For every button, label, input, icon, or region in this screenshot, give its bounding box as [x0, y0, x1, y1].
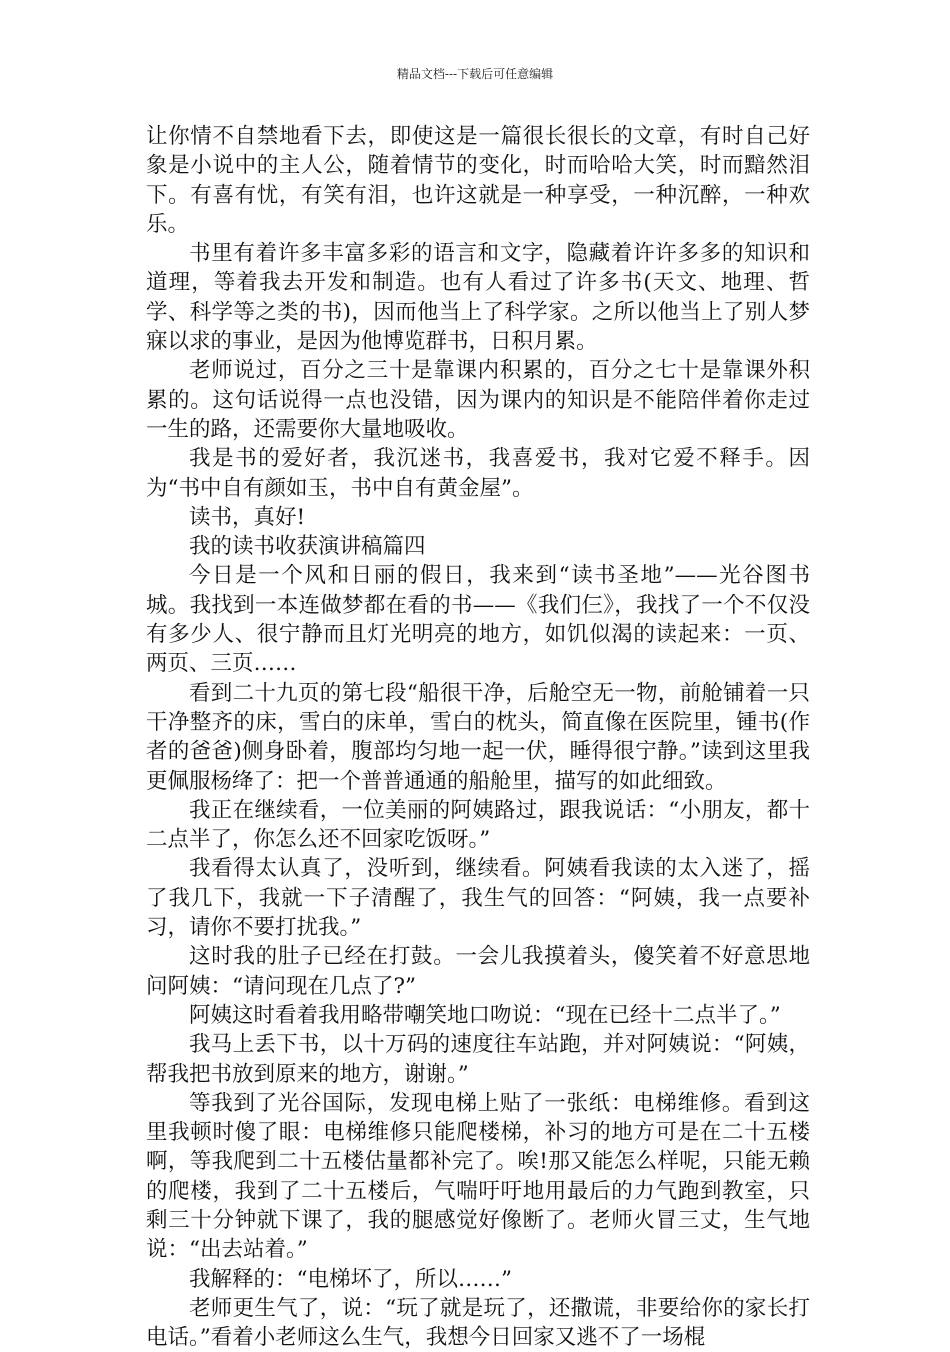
page-header: 精品文档---下载后可任意编辑 — [396, 67, 554, 81]
paragraph: 今日是一个风和日丽的假日，我来到“读书圣地”——光谷图书城。我找到一本连做梦都在看的书——《我们仨》，我找了一个不仅没有多少人、很宁静而且灯光明亮的地方，如饥似渴的读起来：一页、两页、三页…… — [146, 563, 810, 677]
paragraph: 让你情不自禁地看下去，即使这是一篇很长很长的文章，有时自己好象是小说中的主人公，随着情节的变化，时而哈哈大笑，时而黯然泪下。有喜有忧，有笑有泪，也许这就是一种享受，一种沉醉，一种欢乐。 — [146, 124, 810, 237]
paragraph: 读书，真好! — [189, 504, 306, 530]
document-body — [146, 122, 810, 1352]
paragraph: 书里有着许多丰富多彩的语言和文字，隐藏着许许多多的知识和道理，等着我去开发和制造。也有人看过了许多书(天文、地理、哲学、科学等之类的书)，因而他当上了科学家。之所以他当上了别人梦寐以求的事业，是因为他博览群书，日积月累。 — [146, 241, 810, 355]
paragraph: 我看得太认真了，没听到，继续看。阿姨看我读的太入迷了，摇了我几下，我就一下子清醒了，我生气的回答：“阿姨，我一点要补习，请你不要打扰我。” — [146, 856, 810, 941]
paragraph: 老师说过，百分之三十是靠课内积累的，百分之七十是靠课外积累的。这句话说得一点也没错，因为课内的知识是不能陪伴着你走过一生的路，还需要你大量地吸收。 — [146, 358, 810, 442]
paragraph: 我解释的：“电梯坏了，所以……” — [189, 1266, 512, 1292]
paragraph: 这时我的肚子已经在打鼓。一会儿我摸着头，傻笑着不好意思地问阿姨：“请问现在几点了?” — [146, 944, 810, 999]
paragraph: 阿姨这时看着我用略带嘲笑地口吻说：“现在已经十二点半了。” — [189, 1002, 781, 1028]
paragraph: 看到二十九页的第七段“船很干净，后舱空无一物，前舱铺着一只干净整齐的床，雪白的床单，雪白的枕头，简直像在医院里，锺书(作者的爸爸)侧身卧着，腹部均匀地一起一伏，睡得很宁静。”读到这里我更佩服杨绛了：把一个普普通通的船舱里，描写的如此细致。 — [146, 680, 810, 794]
paragraph: 我正在继续看，一位美丽的阿姨路过，跟我说话：“小朋友，都十二点半了，你怎么还不回家吃饭呀。” — [146, 797, 810, 853]
section-heading: 我的读书收获演讲稿篇四 — [189, 534, 426, 560]
paragraph: 我马上丢下书，以十万码的速度往车站跑，并对阿姨说：“阿姨，帮我把书放到原来的地方，谢谢。” — [146, 1032, 810, 1087]
paragraph: 老师更生气了，说：“玩了就是玩了，还撒谎，非要给你的家长打电话。”看着小老师这么生气，我想今日回家又逃不了一场棍 — [146, 1295, 810, 1351]
paragraph: 我是书的爱好者，我沉迷书，我喜爱书，我对它爱不释手。因为“书中自有颜如玉，书中自有黄金屋”。 — [146, 446, 810, 501]
paragraph: 等我到了光谷国际，发现电梯上贴了一张纸：电梯维修。看到这里我顿时傻了眼：电梯维修只能爬楼梯，补习的地方可是在二十五楼啊，等我爬到二十五楼估量都补完了。唉!那又能怎么样呢，只能无赖的爬楼，我到了二十五楼后，气喘吁吁地用最后的力气跑到教室，只剩三十分钟就下课了，我的腿感觉好像断了。老师火冒三丈，生气地说：“出去站着。” — [146, 1090, 810, 1263]
